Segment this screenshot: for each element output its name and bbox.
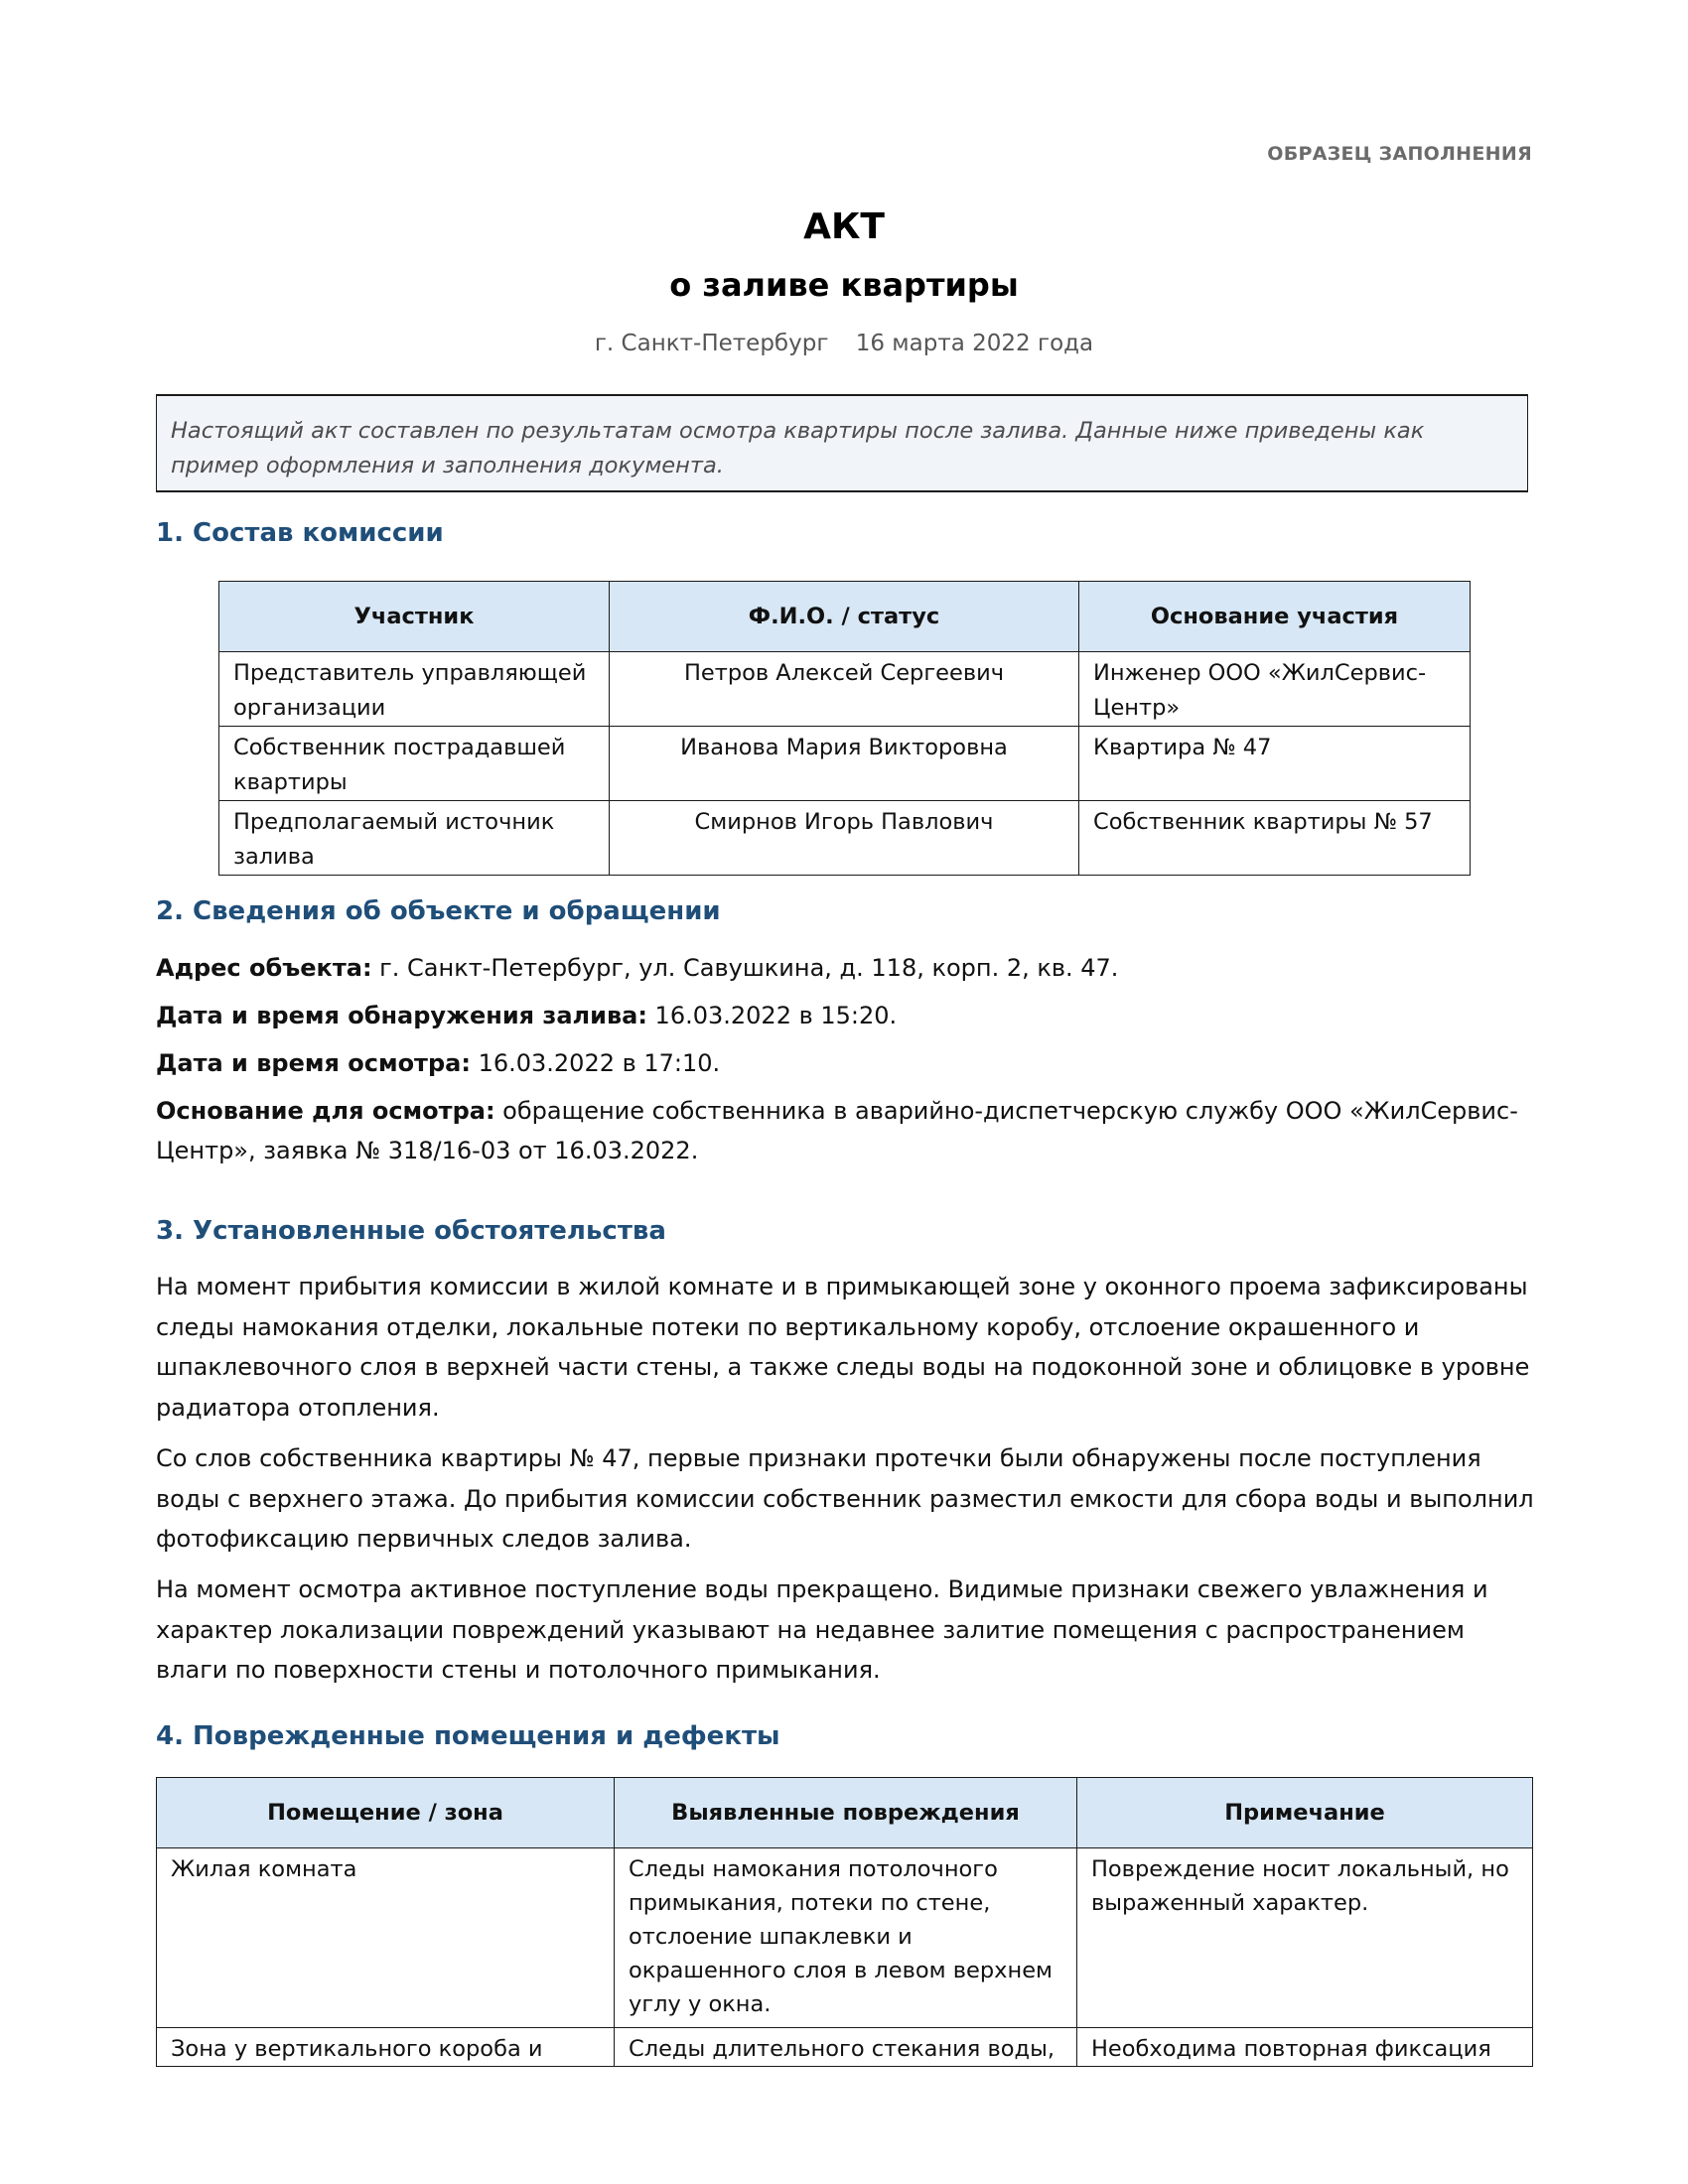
field-label: Основание для осмотра: xyxy=(156,1097,495,1125)
table-header-row xyxy=(219,582,1471,652)
cell-room: Жилая комната xyxy=(157,1848,615,2028)
damage-table xyxy=(156,1777,1533,2067)
table-row xyxy=(219,652,1471,727)
field-inspection-basis xyxy=(156,1091,1536,1170)
table-row xyxy=(219,727,1471,801)
section-1-heading: 1. Состав комиссии xyxy=(156,518,444,548)
cell-damages: Следы длительного стекания воды, xyxy=(615,2028,1077,2067)
field-value: 16.03.2022 в 15:20. xyxy=(646,1002,898,1029)
field-value: г. Санкт-Петербург, ул. Савушкина, д. 118, корп. 2, кв. 47. xyxy=(371,954,1119,982)
cell-basis: Собственник квартиры № 57 xyxy=(1079,801,1471,876)
paragraph: На момент осмотра активное поступление воды прекращено. Видимые признаки свежего увлажнения и характер локализации повреждений указывают на недавнее залитие помещения с распространением влаги по поверхности стены и потолочного примыкания. xyxy=(156,1575,1488,1684)
place-date-line xyxy=(0,331,1688,356)
section-4-heading: 4. Поврежденные помещения и дефекты xyxy=(156,1721,780,1751)
cell-name: Петров Алексей Сергеевич xyxy=(610,652,1079,727)
column-header-participant: Участник xyxy=(219,582,610,652)
column-header-note: Примечание xyxy=(1077,1778,1533,1848)
field-label: Дата и время осмотра: xyxy=(156,1049,471,1077)
cell-name: Смирнов Игорь Павлович xyxy=(610,801,1079,876)
cell-note: Необходима повторная фиксация xyxy=(1077,2028,1533,2067)
cell-name: Иванова Мария Викторовна xyxy=(610,727,1079,801)
intro-note: Настоящий акт составлен по результатам осмотра квартиры после залива. Данные ниже приведены как пример оформления и заполнения документа. xyxy=(156,394,1528,492)
field-label: Дата и время обнаружения залива: xyxy=(156,1002,647,1029)
column-header-name-status: Ф.И.О. / статус xyxy=(610,582,1079,652)
column-header-damages: Выявленные повреждения xyxy=(615,1778,1077,1848)
field-inspection-datetime xyxy=(156,1043,1546,1083)
field-address xyxy=(156,948,1546,988)
cell-note: Повреждение носит локальный, но выраженный характер. xyxy=(1077,1848,1533,2028)
field-label: Адрес объекта: xyxy=(156,954,372,982)
column-header-room: Помещение / зона xyxy=(157,1778,615,1848)
section-3-heading: 3. Установленные обстоятельства xyxy=(156,1216,666,1246)
table-header-row xyxy=(157,1778,1533,1848)
document-subtitle: о заливе квартиры xyxy=(669,266,1019,304)
sample-label: ОБРАЗЕЦ ЗАПОЛНЕНИЯ xyxy=(1267,143,1532,165)
cell-participant: Представитель управляющей организации xyxy=(219,652,610,727)
paragraph: Со слов собственника квартиры № 47, первые признаки протечки были обнаружены после поступления воды с верхнего этажа. До прибытия комиссии собственник разместил емкости для сбора воды и выполнил фотофиксацию первичных следов залива. xyxy=(156,1444,1534,1553)
commission-table xyxy=(218,581,1471,876)
cell-basis: Инженер ООО «ЖилСервис-Центр» xyxy=(1079,652,1471,727)
cell-room: Зона у вертикального короба и xyxy=(157,2028,615,2067)
document-date: 16 марта 2022 года xyxy=(855,331,1094,356)
table-row xyxy=(157,1848,1533,2028)
field-discovery-datetime xyxy=(156,996,1546,1035)
cell-participant: Собственник пострадавшей квартиры xyxy=(219,727,610,801)
city: г. Санкт-Петербург xyxy=(594,331,829,356)
field-value: обращение собственника в аварийно-диспетчерскую службу ООО «ЖилСервис-Центр», заявка № 318/16-03 от 16.03.2022. xyxy=(156,1097,1518,1164)
section-2-heading: 2. Сведения об объекте и обращении xyxy=(156,896,721,926)
cell-damages: Следы намокания потолочного примыкания, потеки по стене, отслоение шпаклевки и окрашенного слоя в левом верхнем углу у окна. xyxy=(615,1848,1077,2028)
table-row xyxy=(219,801,1471,876)
document-title: АКТ xyxy=(803,206,885,247)
field-value: 16.03.2022 в 17:10. xyxy=(470,1049,721,1077)
paragraph: На момент прибытия комиссии в жилой комнате и в примыкающей зоне у оконного проема зафиксированы следы намокания отделки, локальные потеки по вертикальному коробу, отслоение окрашенного и шпаклевочного слоя в верхней части стены, а также следы воды на подоконной зоне и облицовке в уровне радиатора отопления. xyxy=(156,1273,1530,1422)
column-header-basis: Основание участия xyxy=(1079,582,1471,652)
cell-basis: Квартира № 47 xyxy=(1079,727,1471,801)
table-row xyxy=(157,2028,1533,2067)
cell-participant: Предполагаемый источник залива xyxy=(219,801,610,876)
